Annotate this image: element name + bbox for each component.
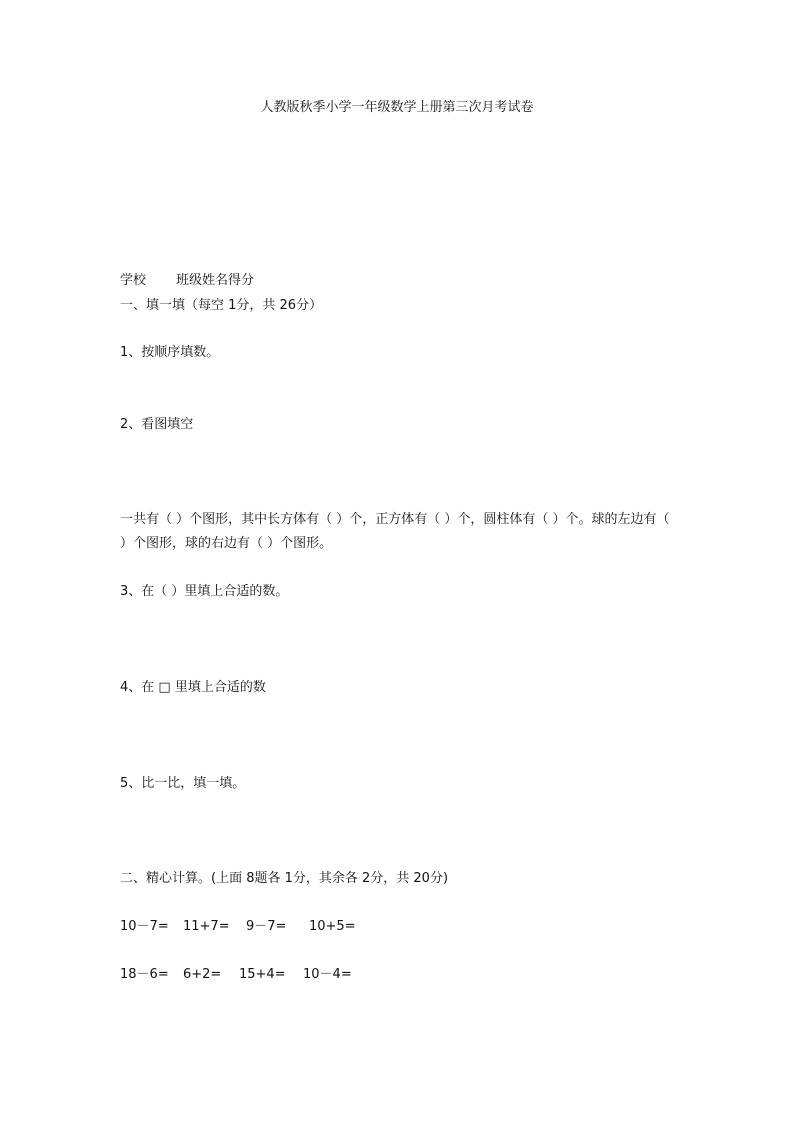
question-5: 5、比一比，填一填。	[120, 776, 246, 791]
question-2-text: 一共有（ ）个图形，其中长方体有（ ）个，正方体有（ ）个，圆柱体有（ ）个。球的左边有（ ）个图形，球的右边有（ ）个图形。	[120, 512, 670, 551]
calc-item: 10+5=	[309, 919, 356, 934]
question-4: 4、在 □ 里填上合适的数	[120, 680, 266, 695]
question-3: 3、在（ ）里填上合适的数。	[120, 584, 289, 599]
section1-heading: 一、填一填（每空 1分，共 26分）	[120, 298, 323, 313]
section2-heading: 二、精心计算。(上面 8题各 1分，其余各 2分，共 20分)	[120, 871, 449, 886]
calc-item: 10－4=	[303, 967, 352, 982]
calc-row-1	[120, 918, 372, 936]
page-title: 人教版秋季小学一年级数学上册第三次月考试卷	[260, 100, 534, 115]
calc-item: 10－7=	[120, 919, 169, 934]
calc-item: 18－6=	[120, 967, 169, 982]
calc-item: 11+7=	[183, 919, 230, 934]
calc-item: 9－7=	[246, 919, 287, 934]
calc-item: 6+2=	[183, 967, 222, 982]
class-name-score-label: 班级姓名得分	[176, 273, 255, 288]
school-label: 学校	[120, 273, 147, 288]
calc-item: 15+4=	[239, 967, 286, 982]
question-1: 1、按顺序填数。	[120, 345, 220, 360]
question-2: 2、看图填空	[120, 417, 194, 432]
calc-row-2	[120, 966, 366, 984]
